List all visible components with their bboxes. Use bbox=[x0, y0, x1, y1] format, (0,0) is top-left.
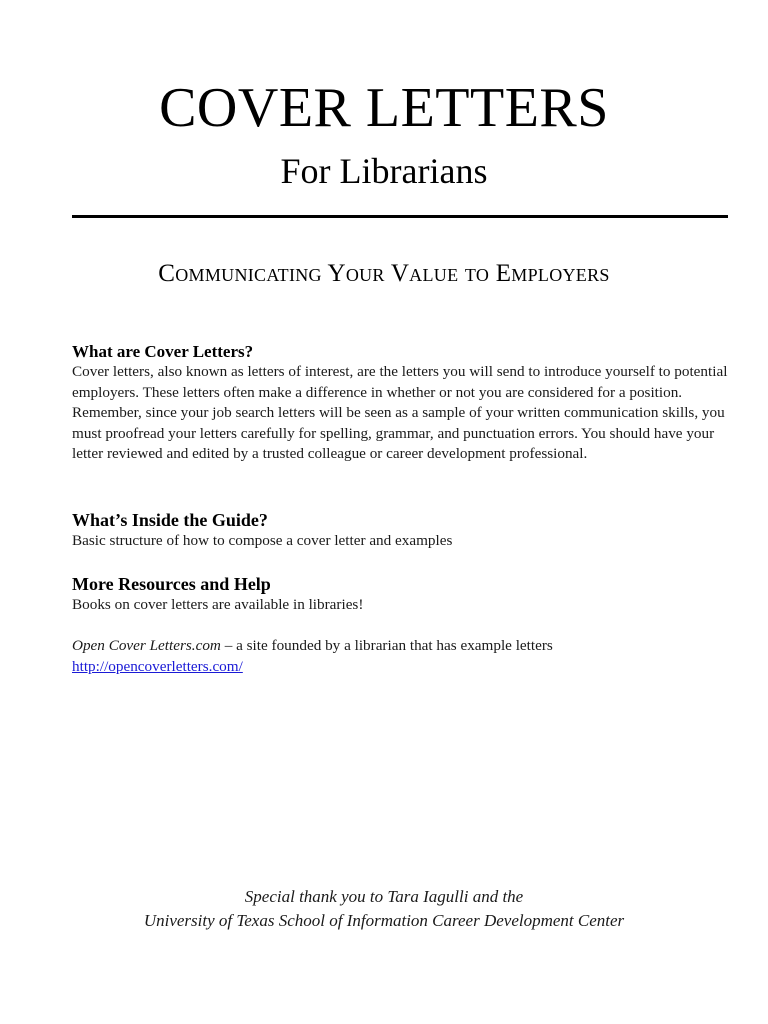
section-body: Cover letters, also known as letters of interest, are the letters you will send to introduce yourself to potential employers. These letters often make a difference in whether or not you are considered for a position. Remember, since your job search letters will be seen as a sample of your written communication skills, you must proofread your letters carefully for spelling, grammar, and punctuation errors. You should have your letter reviewed and edited by a trusted colleague or career development professional. bbox=[72, 363, 728, 462]
section-what-are-cover-letters bbox=[72, 342, 732, 465]
section-heading: More Resources and Help bbox=[72, 574, 271, 594]
resource-name: Open Cover Letters.com bbox=[72, 637, 221, 654]
page-title: COVER LETTERS bbox=[159, 77, 609, 139]
resource-description: – a site founded by a librarian that has example letters bbox=[220, 637, 553, 654]
section-more-resources bbox=[72, 573, 732, 616]
resource-link[interactable]: http://opencoverletters.com/ bbox=[72, 658, 243, 675]
page-tagline: Communicating Your Value to Employers bbox=[158, 260, 610, 287]
resource-line bbox=[72, 635, 732, 656]
page-subtitle: For Librarians bbox=[280, 151, 488, 191]
section-heading: What are Cover Letters? bbox=[72, 342, 254, 361]
section-body: Books on cover letters are available in libraries! bbox=[72, 596, 364, 613]
acknowledgement bbox=[0, 885, 768, 933]
section-body: Basic structure of how to compose a cover letter and examples bbox=[72, 532, 453, 549]
title-divider bbox=[72, 215, 728, 218]
acknowledgement-line-2: University of Texas School of Information Career Development Center bbox=[143, 911, 625, 930]
acknowledgement-line-1: Special thank you to Tara Iagulli and the bbox=[244, 887, 524, 906]
section-whats-inside bbox=[72, 509, 732, 552]
section-heading: What’s Inside the Guide? bbox=[72, 510, 268, 530]
resource-entry bbox=[72, 635, 732, 677]
